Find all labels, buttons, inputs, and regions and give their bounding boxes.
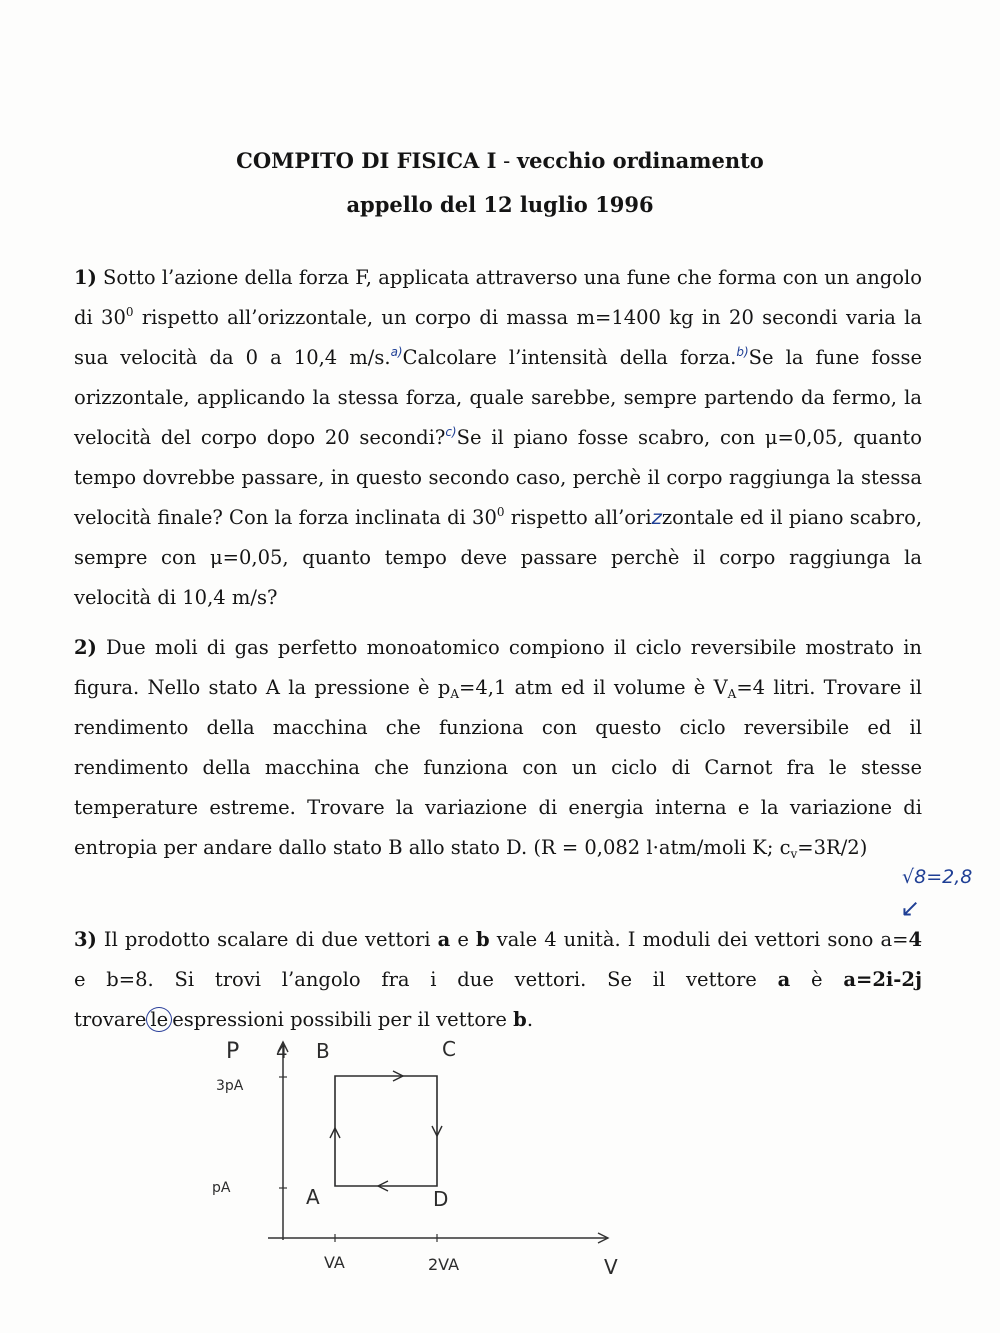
degree-sup-2: 0: [496, 505, 505, 519]
problem-2-text-c: =4 litri. Trovare il rendimento della macchina che funziona con questo ciclo reversibile ed il rendimento della macchina che funziona con un ciclo di Carnot fra le stesse temperature estreme. Trovare la variazione di energia interna e la variazione di entropia per andare dallo stato B allo stato D. (R = 0,082 l·atm/moli K; c: [74, 676, 922, 859]
handwritten-arrow-icon: ↙: [900, 894, 921, 922]
problem-2-number: 2): [74, 636, 97, 659]
problem-3-text-e: è: [790, 968, 844, 991]
p-axis-label: P: [226, 1039, 240, 1064]
problem-1-text-d: Se la fune fosse orizzontale, applicando la stessa forza, quale sarebbe, sempre partendo da fermo, la velocità del corpo dopo 20 secondi?: [74, 346, 922, 449]
vector-a-definition: a=2i-2j: [843, 968, 923, 991]
circled-word: le: [146, 1007, 172, 1032]
handwritten-sqrt-note: √8=2,8: [902, 866, 973, 888]
problem-3-text-c: vale 4 unità. I moduli dei vettori sono a=: [489, 928, 909, 951]
problem-2-text-a: Due moli di gas perfetto monoatomico compiono il ciclo reversibile mostrato in figura. Nello stato A la pressione è p: [74, 636, 922, 699]
p-axis-label-2: 4: [276, 1042, 288, 1063]
problem-1-text-f: rispetto all’ori: [504, 506, 652, 529]
subscript-v: v: [790, 847, 798, 861]
subscript-a-2: A: [727, 687, 737, 701]
degree-sup: 0: [125, 305, 134, 319]
title-rest: vecchio ordinamento: [516, 148, 764, 173]
problem-3-text-h: .: [526, 1008, 534, 1031]
exam-subtitle: appello del 12 luglio 1996: [346, 192, 654, 217]
handwritten-mark-c: c): [445, 425, 457, 439]
problem-3-text-b: e: [450, 928, 476, 951]
point-a-label: A: [306, 1185, 320, 1209]
problem-1-number: 1): [74, 266, 97, 289]
handwritten-z-correction: z: [651, 506, 662, 529]
problem-1-text-c: Calcolare l’intensità della forza.: [402, 346, 737, 369]
point-d-label: D: [433, 1187, 449, 1211]
problem-1: [74, 258, 922, 618]
problem-1-text-g: zontale ed il piano scabro, sempre con μ=0,05, quanto tempo deve passare perchè il corpo raggiunga la velocità di 10,4 m/s?: [74, 506, 923, 609]
overwritten-value: 4: [908, 928, 923, 951]
label-3pa: 3pA: [216, 1078, 244, 1094]
problem-1-text-b: rispetto all’orizzontale, un corpo di massa m=1400 kg in 20 secondi varia la sua velocità da 0 a 10,4 m/s.: [74, 306, 923, 369]
cycle-path: [335, 1076, 437, 1186]
problem-3-text-d: e b=8. Si trovi l’angolo fra i due vettori. Se il vettore: [74, 968, 778, 991]
vector-b-2: b: [513, 1008, 527, 1031]
point-c-label: C: [442, 1037, 456, 1061]
subscript-a-1: A: [450, 687, 460, 701]
vector-a-2: a: [777, 968, 791, 991]
vector-a: a: [437, 928, 451, 951]
problem-2-text-d: =3R/2): [797, 836, 868, 859]
problem-3-text-a: Il prodotto scalare di due vettori: [96, 928, 438, 951]
problem-2-text-b: =4,1 atm ed il volume è V: [459, 676, 728, 699]
handwritten-mark-b: b): [736, 345, 749, 359]
pv-cycle-figure: [190, 1030, 650, 1290]
title-separator: -: [496, 149, 517, 173]
problem-3-text-g: espressioni possibili per il vettore: [172, 1008, 514, 1031]
point-b-label: B: [316, 1039, 330, 1063]
vector-b: b: [475, 928, 490, 951]
problem-2: [74, 628, 922, 868]
problem-1-text-e: Se il piano fosse scabro, con μ=0,05, quanto tempo dovrebbe passare, in questo secondo caso, perchè il corpo raggiunga la stessa velocità finale? Con la forza inclinata di 30: [74, 426, 922, 529]
label-pa: pA: [212, 1180, 231, 1196]
problem-1-text-a: Sotto l’azione della forza F, applicata attraverso una fune che forma con un angolo di 30: [74, 266, 922, 329]
handwritten-mark-a: a): [390, 345, 403, 359]
problem-3-text-f: trovare: [74, 1008, 147, 1031]
title-main: COMPITO DI FISICA I: [236, 148, 497, 173]
problem-3-number: 3): [74, 928, 97, 951]
label-2va: 2VA: [428, 1255, 460, 1274]
label-va: VA: [324, 1253, 345, 1272]
problem-3: [74, 920, 922, 1040]
exam-title: [0, 147, 1000, 175]
v-axis-label: V: [604, 1255, 618, 1279]
